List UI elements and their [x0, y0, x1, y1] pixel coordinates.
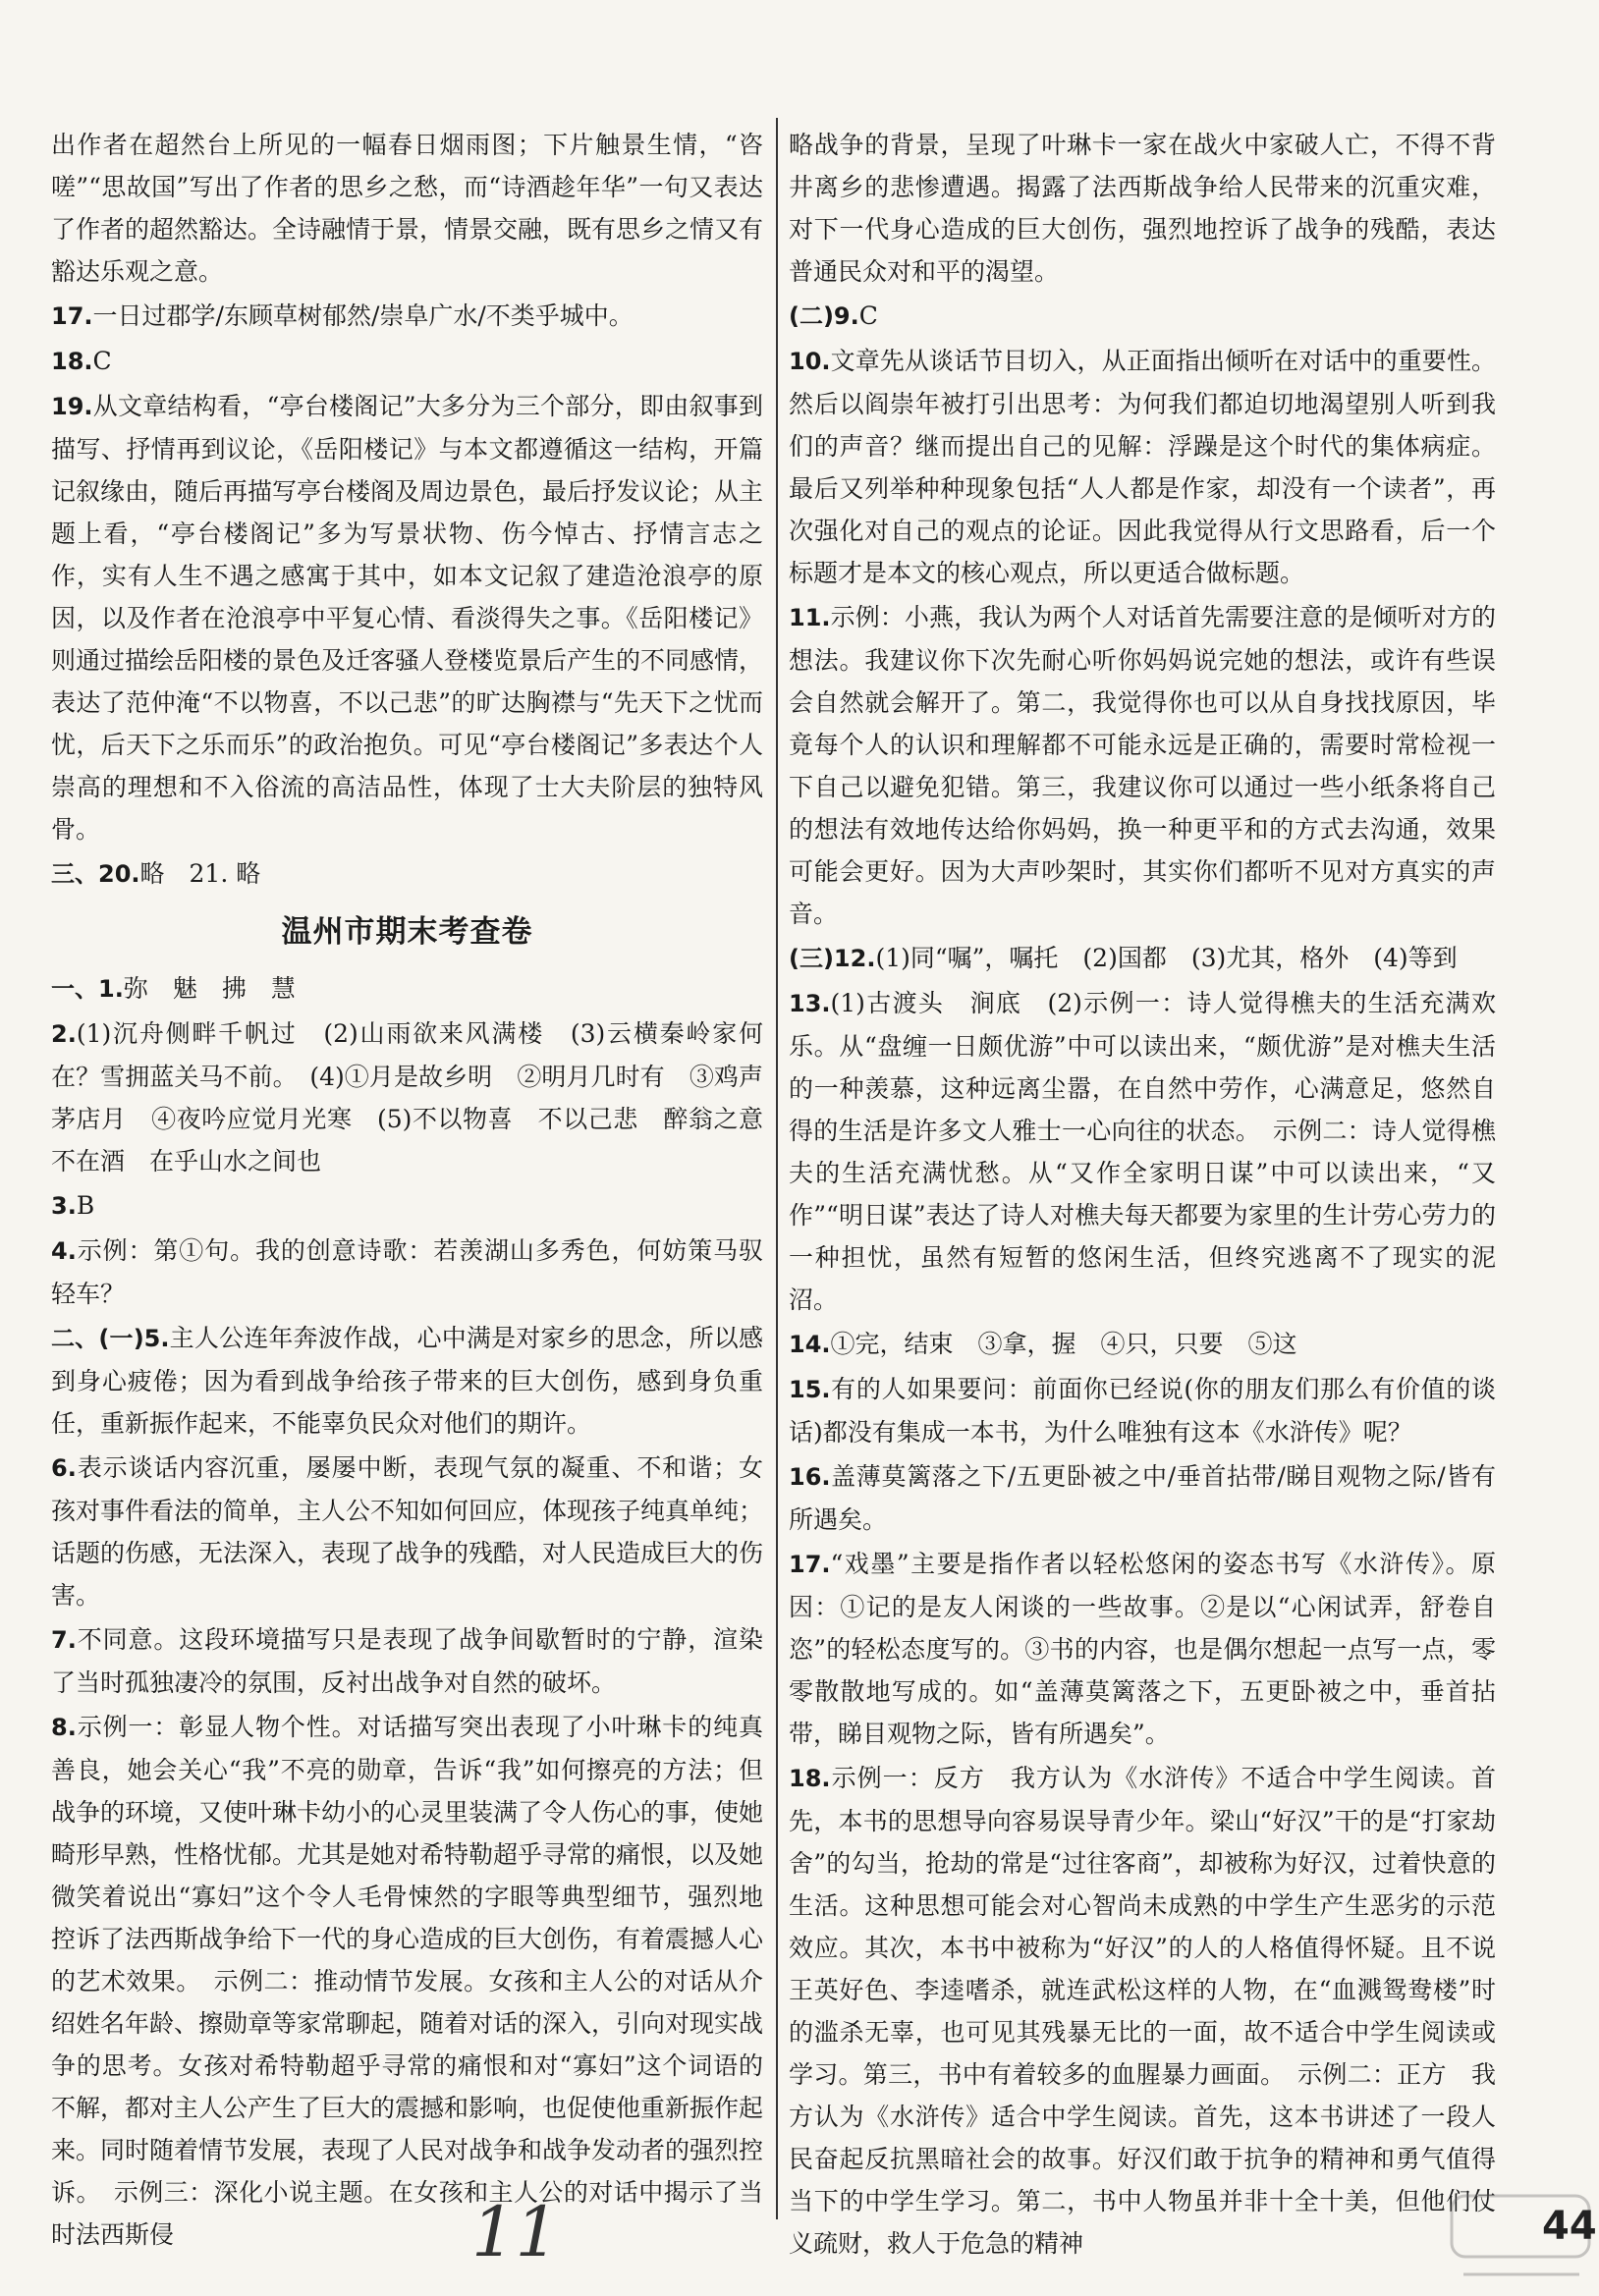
answer-text: 盖薄莫篱落之下/五更卧被之中/垂首拈带/睇目观物之际/皆有所遇矣。 — [789, 1462, 1496, 1534]
answer-text: 示例一：反方 我方认为《水浒传》不适合中学生阅读。首先，本书的思想导向容易误导青少年。梁山“好汉”干的是“打家劫舍”的勾当，抢劫的常是“过往客商”，却被称为好汉，过着快意的生活。这种思想可能会对心智尚未成熟的中学生产生恶劣的示范效应。其次，本书中被称为“好汉”的人的人格值得怀疑。且不说王英好色、李逵嗜杀，就连武松这样的人物，在“血溅鸳鸯楼”时的滥杀无辜，也可见其残暴无比的一面，故不适合中学生阅读或学习。第三，书中有着较多的血腥暴力画面。 示例二：正方 我方认为《水浒传》适合中学生阅读。首先，这本书讲述了一段人民奋起反抗黑暗社会的故事。好汉们敢于抗争的精神和勇气值得当下的中学生学习。第二，书中人物虽并非十全十美，但他们仗义疏财，救人于危急的精神 — [789, 1764, 1496, 2258]
answer-text: 一日过郡学/东顾草树郁然/崇阜广水/不类乎城中。 — [92, 301, 634, 330]
answer-item — [51, 1706, 763, 2256]
answer-text: 从文章结构看，“亭台楼阁记”大多分为三个部分，即由叙事到描写、抒情再到议论，《岳阳楼记》与本文都遵循这一结构，开篇记叙缘由，随后再描写亭台楼阁及周边景色，最后抒发议论；从主题上看，“亭台楼阁记”多为写景状物、伤今悼古、抒情言志之作，实有人生不遇之感寓于其中，如本文记叙了建造沧浪亭的原因，以及作者在沧浪亭中平复心情、看淡得失之事。《岳阳楼记》则通过描绘岳阳楼的景色及迁客骚人登楼览景后产生的不同感情，表达了范仲淹“不以物喜，不以己悲”的旷达胸襟与“先天下之忧而忧，后天下之乐而乐”的政治抱负。可见“亭台楼阁记”多表达个人崇高的理想和不入俗流的高洁品性，体现了士大夫阶层的独特风骨。 — [51, 392, 764, 844]
question-number: 18. — [51, 348, 93, 375]
answer-text: 出作者在超然台上所见的一幅春日烟雨图；下片触景生情，“咨嗟”“思故国”写出了作者的思乡之愁，而“诗酒趁年华”一句又表达了作者的超然豁达。全诗融情于景，情景交融，既有思乡之情又有豁达乐观之意。 — [51, 131, 764, 286]
answer-item — [51, 124, 763, 293]
question-number: 13. — [789, 990, 831, 1017]
answer-item — [51, 1618, 763, 1704]
answer-item — [789, 340, 1496, 594]
question-number: 10. — [789, 348, 831, 375]
question-number: 2. — [51, 1020, 77, 1048]
answer-text: 弥 魅 拂 慧 — [123, 974, 296, 1003]
answer-item — [51, 967, 763, 1011]
answer-item — [789, 596, 1496, 935]
answer-item — [789, 1455, 1496, 1541]
left-column — [51, 124, 763, 2258]
right-column — [789, 124, 1496, 2267]
question-number: 19. — [51, 393, 93, 420]
handwritten-mark: 11 — [471, 2192, 560, 2272]
answer-text: (1)同“嘱”，嘱托 (2)国都 (3)尤其，格外 (4)等到 — [875, 944, 1458, 972]
question-number: 二、(一)5. — [51, 1325, 170, 1352]
answer-item — [51, 295, 763, 338]
question-number: (三)12. — [789, 945, 876, 972]
answer-text: ①完，结束 ③拿，握 ④只，只要 ⑤这 — [830, 1330, 1297, 1358]
answer-item — [51, 1184, 763, 1228]
answer-text: (1)古渡头 涧底 (2)示例一：诗人觉得樵夫的生活充满欢乐。从“盘缠一日颇优游”中可以读出来，“颇优游”是对樵夫生活的一种羡慕，这种远离尘嚣，在自然中劳作，心满意足，悠然自得的生活是许多文人雅士一心向往的状态。 示例二：诗人觉得樵夫的生活充满忧愁。从“又作全家明日谋”中可以读出来，“又作”“明日谋”表达了诗人对樵夫每天都要为家里的生计劳心劳力的一种担忧，虽然有短暂的悠闲生活，但终究逃离不了现实的泥沼。 — [789, 989, 1496, 1314]
answer-item — [789, 124, 1496, 293]
answer-text: “戏墨”主要是指作者以轻松悠闲的姿态书写《水浒传》。原因：①记的是友人闲谈的一些故事。②是以“心闲试弄，舒卷自恣”的轻松态度写的。③书的内容，也是偶尔想起一点写一点，零零散散地写成的。如“盖薄莫篱落之下，五更卧被之中，垂首拈带，睇目观物之际，皆有所遇矣”。 — [789, 1550, 1496, 1748]
question-number: 4. — [51, 1237, 77, 1265]
question-number: 14. — [789, 1331, 831, 1358]
answer-item — [789, 982, 1496, 1321]
answer-item — [51, 852, 763, 896]
answer-text: 示例：第①句。我的创意诗歌：若羡湖山多秀色，何妨策马驭轻车？ — [51, 1236, 763, 1308]
question-number: 17. — [789, 1551, 831, 1578]
answer-text: C — [92, 347, 112, 375]
answer-text: (1)沉舟侧畔千帆过 (2)山雨欲来风满楼 (3)云横秦岭家何在？雪拥蓝关马不前。 (4)①月是故乡明 ②明月几时有 ③鸡声茅店月 ④夜吟应觉月光寒 (5)不以物喜 不以己悲 醉翁之意不在酒 在乎山水之间也 — [51, 1019, 763, 1175]
section-title: 温州市期末考查卷 — [281, 914, 533, 950]
answer-text: 不同意。这段环境描写只是表现了战争间歇暂时的宁静，渲染了当时孤独凄冷的氛围，反衬出战争对自然的破坏。 — [51, 1625, 763, 1697]
answer-item — [789, 1543, 1496, 1755]
question-number: 3. — [51, 1192, 77, 1220]
page-number: 44 — [1542, 2204, 1597, 2249]
answer-text: 主人公连年奔波作战，心中满是对家乡的思念，所以感到身心疲倦；因为看到战争给孩子带来的巨大创伤，感到身负重任，重新振作起来，不能辜负民众对他们的期许。 — [51, 1324, 763, 1438]
question-number: 11. — [789, 604, 831, 631]
answer-text: B — [76, 1191, 95, 1220]
answer-item — [789, 1323, 1496, 1366]
question-number: 8. — [51, 1714, 77, 1741]
answer-item — [51, 1012, 763, 1182]
question-number: 18. — [789, 1765, 831, 1792]
question-number: 三、20. — [51, 860, 140, 888]
answer-item — [51, 1230, 763, 1315]
answer-text: 表示谈话内容沉重，屡屡中断，表现气氛的凝重、不和谐；女孩对事件看法的简单，主人公不知如何回应，体现孩子纯真单纯；话题的伤感，无法深入，表现了战争的残酷，对人民造成巨大的伤害。 — [51, 1453, 764, 1610]
answer-item — [789, 1368, 1496, 1453]
answer-item — [51, 1317, 763, 1445]
answer-text: 示例：小燕，我认为两个人对话首先需要注意的是倾听对方的想法。我建议你下次先耐心听你妈妈说完她的想法，或许有些误会自然就会解开了。第二，我觉得你也可以从自身找找原因，毕竟每个人的认识和理解都不可能永远是正确的，需要时常检视一下自己以避免犯错。第三，我建议你可以通过一些小纸条将自己的想法有效地传达给你妈妈，换一种更平和的方式去沟通，效果可能会更好。因为大声吵架时，其实你们都听不见对方真实的声音。 — [789, 603, 1496, 928]
answer-item — [789, 937, 1496, 980]
question-number: 17. — [51, 302, 93, 330]
question-number: 一、1. — [51, 975, 124, 1003]
question-number: 16. — [789, 1463, 831, 1491]
answer-item — [51, 340, 763, 383]
question-number: 15. — [789, 1376, 831, 1403]
answer-text: 有的人如果要问：前面你已经说(你的朋友们那么有价值的谈话)都没有集成一本书，为什么唯独有这本《水浒传》呢？ — [789, 1375, 1496, 1447]
answer-text: 文章先从谈话节目切入，从正面指出倾听在对话中的重要性。然后以阎崇年被打引出思考：为何我们都迫切地渴望别人听到我们的声音？继而提出自己的见解：浮躁是这个时代的集体病症。最后又列举种种现象包括“人人都是作家，却没有一个读者”，再次强化对自己的观点的论证。因此我觉得从行文思路看，后一个标题才是本文的核心观点，所以更适合做标题。 — [789, 347, 1496, 587]
answer-text: 略战争的背景，呈现了叶琳卡一家在战火中家破人亡，不得不背井离乡的悲惨遭遇。揭露了法西斯战争给人民带来的沉重灾难，对下一代身心造成的巨大创伤，强烈地控诉了战争的残酷，表达普通民众对和平的渴望。 — [789, 131, 1496, 286]
answer-item — [789, 295, 1496, 338]
answer-item — [51, 1447, 763, 1616]
answer-text: 略 21. 略 — [139, 859, 261, 888]
column-divider — [776, 118, 778, 2219]
answer-item — [51, 385, 763, 850]
question-number: 7. — [51, 1626, 77, 1654]
answer-item — [789, 1757, 1496, 2265]
question-number: (二)9. — [789, 302, 859, 330]
answer-text: 示例一：彰显人物个性。对话描写突出表现了小叶琳卡的纯真善良，她会关心“我”不亮的勋章，告诉“我”如何擦亮的方法；但战争的环境，又使叶琳卡幼小的心灵里装满了令人伤心的事，使她畸形早熟，性格忧郁。尤其是她对希特勒超乎寻常的痛恨，以及她微笑着说出“寡妇”这个令人毛骨悚然的字眼等典型细节，强烈地控诉了法西斯战争给下一代的身心造成的巨大创伤，有着震撼人心的艺术效果。 示例二：推动情节发展。女孩和主人公的对话从介绍姓名年龄、擦勋章等家常聊起，随着对话的深入，引向对现实战争的思考。女孩对希特勒超乎寻常的痛恨和对“寡妇”这个词语的不解，都对主人公产生了巨大的震撼和影响，也促使他重新振作起来。同时随着情节发展，表现了人民对战争和战争发动者的强烈控诉。 示例三：深化小说主题。在女孩和主人公的对话中揭示了当时法西斯侵 — [51, 1713, 764, 2249]
question-number: 6. — [51, 1454, 77, 1482]
answer-text: C — [858, 301, 878, 330]
